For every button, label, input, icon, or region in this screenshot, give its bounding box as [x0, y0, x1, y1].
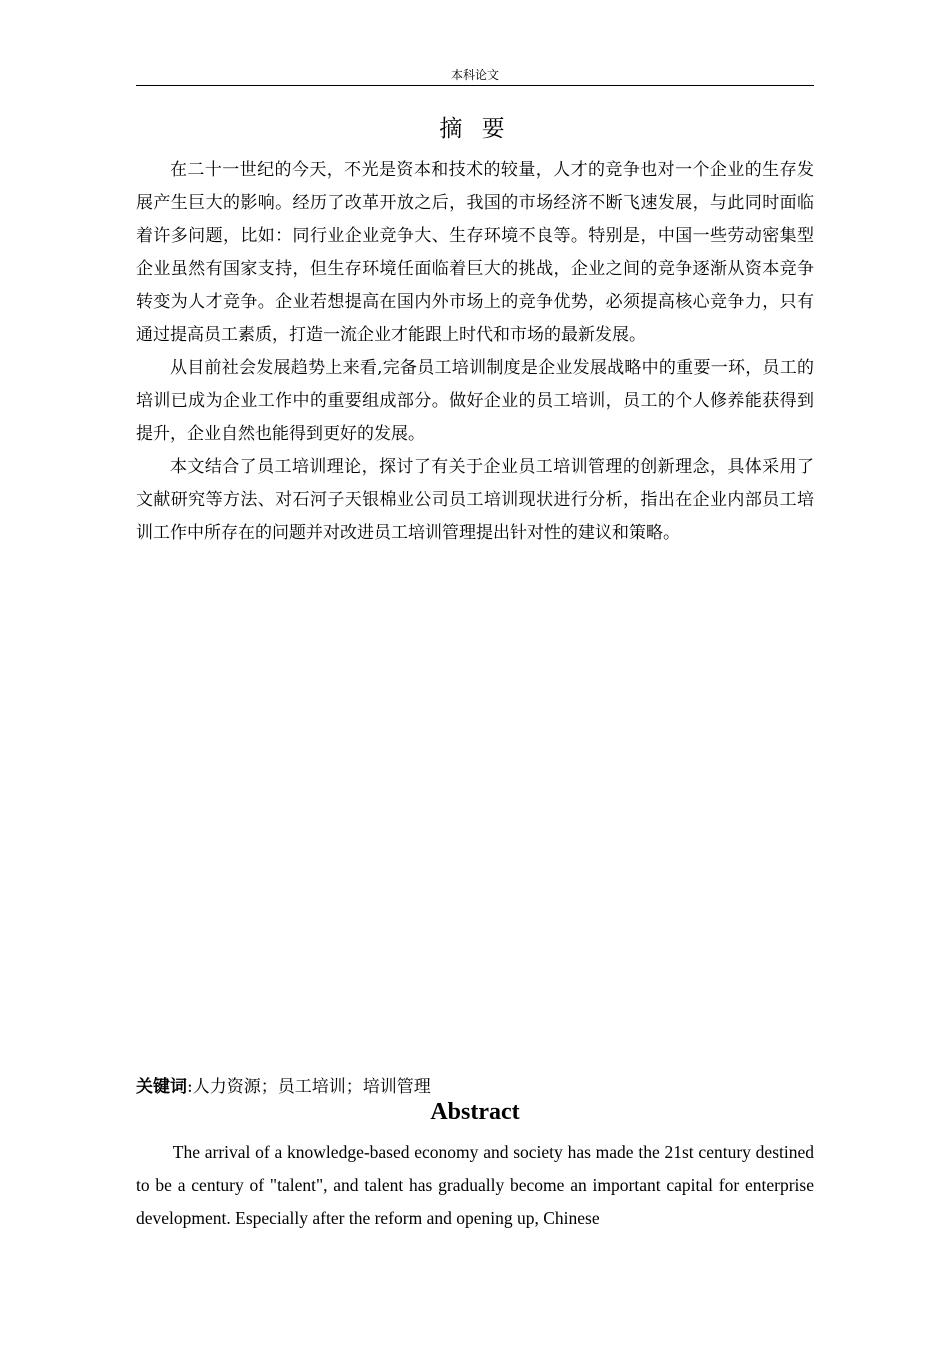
header-rule	[136, 85, 814, 86]
keywords-separator: :	[187, 1077, 193, 1097]
abstract-en-body	[136, 1136, 814, 1236]
abstract-cn-body	[136, 154, 814, 550]
abstract-en-title: Abstract	[430, 1099, 520, 1125]
keywords-label: 关键词	[136, 1077, 187, 1097]
keywords-text: 人力资源；员工培训；培训管理	[192, 1077, 431, 1097]
abstract-cn-paragraph-1: 在二十一世纪的今天，不光是资本和技术的较量，人才的竞争也对一个企业的生存发展产生巨大的影响。经历了改革开放之后，我国的市场经济不断飞速发展，与此同时面临着许多问题，比如：同行业企业竞争大、生存环境不良等。特别是，中国一些劳动密集型企业虽然有国家支持，但生存环境任面临着巨大的挑战，企业之间的竞争逐渐从资本竞争转变为人才竞争。企业若想提高在国内外市场上的竞争优势，必须提高核心竞争力，只有通过提高员工素质，打造一流企业才能跟上时代和市场的最新发展。	[136, 160, 814, 345]
abstract-cn-paragraph-3: 本文结合了员工培训理论，探讨了有关于企业员工培训管理的创新理念，具体采用了文献研究等方法、对石河子天银棉业公司员工培训现状进行分析，指出在企业内部员工培训工作中所存在的问题并对改进员工培训管理提出针对性的建议和策略。	[136, 457, 814, 543]
abstract-en-paragraph-1: The arrival of a knowledge-based economy and society has made the 21st century destined to be a century of "talent", and talent has gradually become an important capital for enterprise development. Especially after the reform and opening up, Chinese	[136, 1142, 814, 1228]
running-header: 本科论文	[450, 68, 499, 82]
abstract-cn-title: 摘 要	[439, 116, 511, 142]
abstract-cn-paragraph-2: 从目前社会发展趋势上来看,完备员工培训制度是企业发展战略中的重要一环，员工的培训已成为企业工作中的重要组成部分。做好企业的员工培训，员工的个人修养能获得到提升，企业自然也能得到更好的发展。	[136, 358, 814, 444]
